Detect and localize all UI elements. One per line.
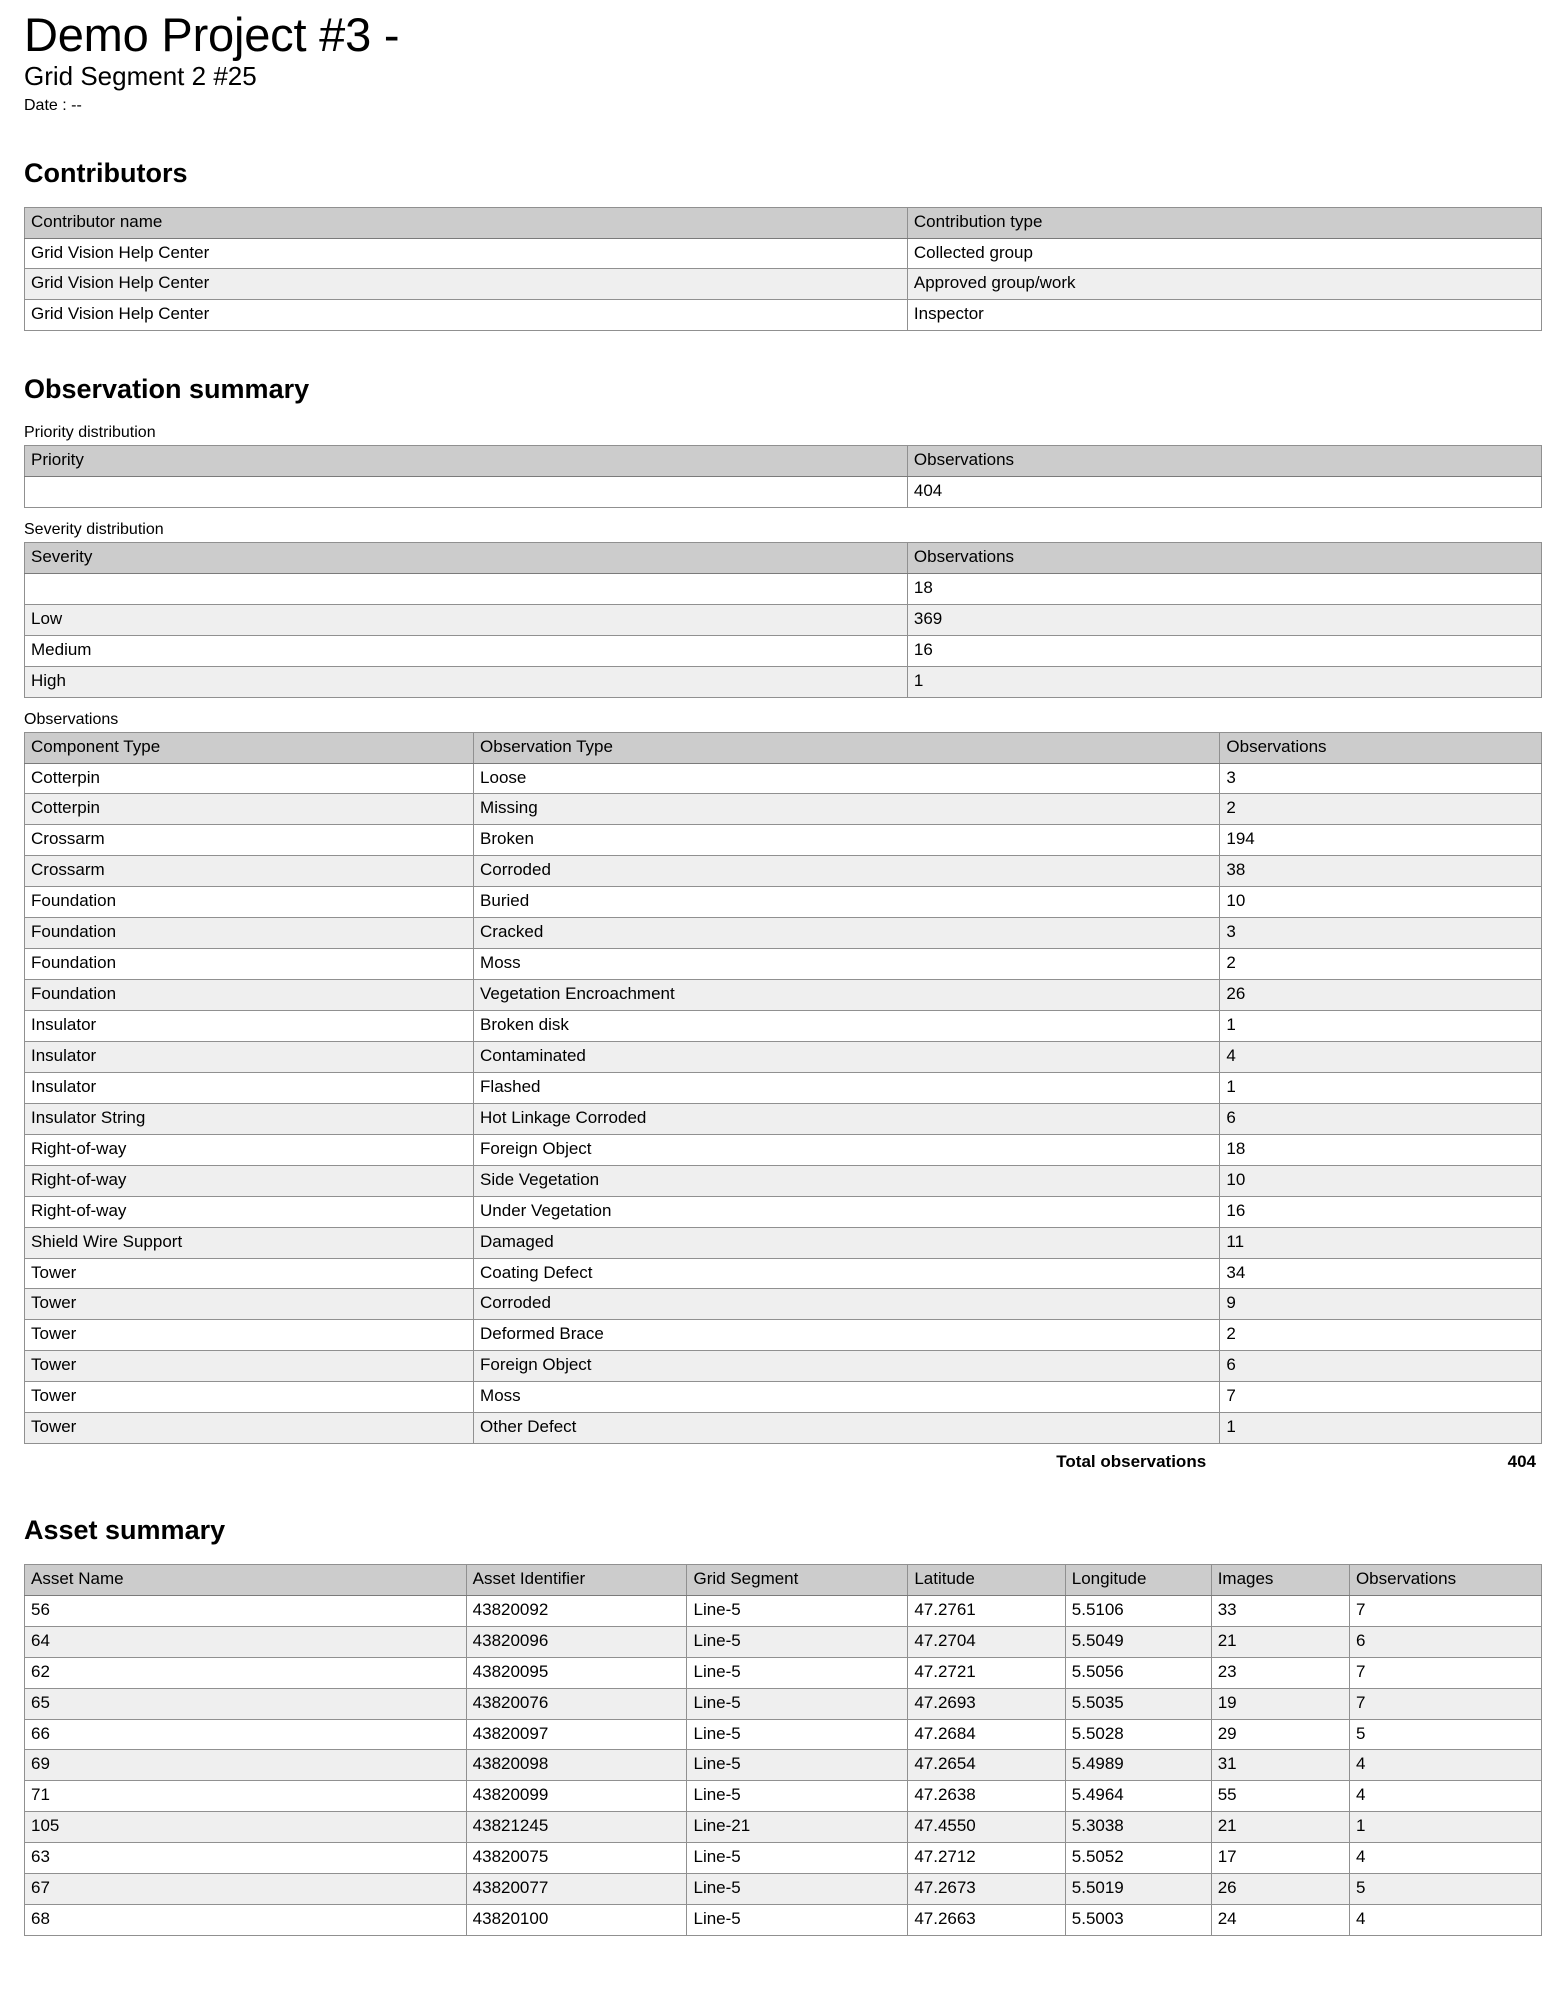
cell-component-type: Tower xyxy=(25,1413,474,1444)
table-row xyxy=(25,794,1542,825)
cell-asset-identifier: 43820096 xyxy=(466,1626,687,1657)
cell-longitude: 5.5049 xyxy=(1065,1626,1211,1657)
cell-observation-type: Foreign Object xyxy=(474,1351,1220,1382)
report-header xyxy=(24,10,1542,115)
cell-component-type: Foundation xyxy=(25,887,474,918)
page-subtitle: Grid Segment 2 #25 xyxy=(24,60,257,91)
cell-observations: 5 xyxy=(1349,1719,1541,1750)
cell-longitude: 5.5028 xyxy=(1065,1719,1211,1750)
cell-grid-segment: Line-5 xyxy=(687,1626,908,1657)
cell-contribution-type: Approved group/work xyxy=(907,269,1541,300)
cell-component-type: Foundation xyxy=(25,949,474,980)
cell-observation-type: Corroded xyxy=(474,1289,1220,1320)
cell-longitude: 5.5003 xyxy=(1065,1905,1211,1936)
caption-priority-distribution: Priority distribution xyxy=(24,424,156,442)
cell-component-type: Foundation xyxy=(25,918,474,949)
cell-asset-name: 67 xyxy=(25,1874,467,1905)
table-row xyxy=(25,1134,1542,1165)
column-header-severity: Severity xyxy=(25,542,908,573)
table-header-row xyxy=(25,732,1542,763)
cell-component-type: Insulator xyxy=(25,1041,474,1072)
contributors-table xyxy=(24,207,1542,332)
table-row xyxy=(25,1196,1542,1227)
priority-distribution-table xyxy=(24,445,1542,508)
cell-asset-name: 64 xyxy=(25,1626,467,1657)
cell-observations: 10 xyxy=(1220,1165,1542,1196)
cell-observation-type: Other Defect xyxy=(474,1413,1220,1444)
caption-observations: Observations xyxy=(24,710,119,728)
severity-distribution-table xyxy=(24,542,1542,698)
table-row xyxy=(25,1103,1542,1134)
cell-observations: 2 xyxy=(1220,949,1542,980)
cell-longitude: 5.5106 xyxy=(1065,1595,1211,1626)
cell-observation-type: Corroded xyxy=(474,856,1220,887)
cell-observations: 194 xyxy=(1220,825,1542,856)
table-row xyxy=(25,1595,1542,1626)
table-header-row xyxy=(25,446,1542,477)
observations-total-row xyxy=(24,1452,1542,1472)
table-row xyxy=(25,238,1542,269)
cell-observations: 1 xyxy=(907,666,1541,697)
cell-asset-identifier: 43820099 xyxy=(466,1781,687,1812)
cell-component-type: Right-of-way xyxy=(25,1134,474,1165)
table-row xyxy=(25,300,1542,331)
table-row xyxy=(25,1750,1542,1781)
asset-summary-section xyxy=(24,1516,1542,1936)
page-title: Demo Project #3 - xyxy=(24,8,400,61)
cell-observations: 404 xyxy=(907,476,1541,507)
total-observations-label: Total observations xyxy=(1056,1452,1207,1472)
cell-observation-type: Loose xyxy=(474,763,1220,794)
cell-observation-type: Damaged xyxy=(474,1227,1220,1258)
column-header-component-type: Component Type xyxy=(25,732,474,763)
table-row xyxy=(25,1227,1542,1258)
table-row xyxy=(25,1041,1542,1072)
cell-latitude: 47.4550 xyxy=(908,1812,1065,1843)
table-row xyxy=(25,476,1542,507)
table-row xyxy=(25,1843,1542,1874)
cell-observation-type: Coating Defect xyxy=(474,1258,1220,1289)
cell-observations: 7 xyxy=(1349,1688,1541,1719)
cell-observations: 38 xyxy=(1220,856,1542,887)
cell-observations: 6 xyxy=(1220,1103,1542,1134)
table-row xyxy=(25,1320,1542,1351)
cell-asset-identifier: 43820095 xyxy=(466,1657,687,1688)
table-row xyxy=(25,887,1542,918)
cell-longitude: 5.4989 xyxy=(1065,1750,1211,1781)
cell-observations: 1 xyxy=(1220,1011,1542,1042)
cell-asset-identifier: 43820092 xyxy=(466,1595,687,1626)
cell-component-type: Tower xyxy=(25,1289,474,1320)
column-header-asset-identifier: Asset Identifier xyxy=(466,1564,687,1595)
cell-images: 21 xyxy=(1211,1812,1349,1843)
cell-observations: 6 xyxy=(1349,1626,1541,1657)
cell-latitude: 47.2684 xyxy=(908,1719,1065,1750)
cell-component-type: Shield Wire Support xyxy=(25,1227,474,1258)
cell-asset-identifier: 43820097 xyxy=(466,1719,687,1750)
cell-observations: 16 xyxy=(1220,1196,1542,1227)
cell-component-type: Crossarm xyxy=(25,856,474,887)
cell-observations: 26 xyxy=(1220,980,1542,1011)
cell-grid-segment: Line-5 xyxy=(687,1688,908,1719)
table-row xyxy=(25,1011,1542,1042)
cell-observation-type: Deformed Brace xyxy=(474,1320,1220,1351)
cell-observations: 3 xyxy=(1220,918,1542,949)
column-header-contribution-type: Contribution type xyxy=(907,207,1541,238)
cell-observations: 4 xyxy=(1349,1843,1541,1874)
table-row xyxy=(25,1781,1542,1812)
section-heading-asset-summary: Asset summary xyxy=(24,1515,226,1546)
table-row xyxy=(25,1382,1542,1413)
cell-observation-type: Broken disk xyxy=(474,1011,1220,1042)
cell-grid-segment: Line-5 xyxy=(687,1595,908,1626)
cell-component-type: Right-of-way xyxy=(25,1196,474,1227)
cell-observations: 18 xyxy=(907,573,1541,604)
cell-grid-segment: Line-5 xyxy=(687,1905,908,1936)
table-header-row xyxy=(25,542,1542,573)
cell-asset-name: 66 xyxy=(25,1719,467,1750)
table-row xyxy=(25,856,1542,887)
cell-component-type: Insulator xyxy=(25,1011,474,1042)
cell-asset-name: 56 xyxy=(25,1595,467,1626)
cell-asset-name: 62 xyxy=(25,1657,467,1688)
table-row xyxy=(25,635,1542,666)
column-header-contributor-name: Contributor name xyxy=(25,207,908,238)
cell-observations: 6 xyxy=(1220,1351,1542,1382)
cell-observation-type: Hot Linkage Corroded xyxy=(474,1103,1220,1134)
table-row xyxy=(25,949,1542,980)
table-row xyxy=(25,1812,1542,1843)
cell-observations: 2 xyxy=(1220,1320,1542,1351)
cell-longitude: 5.5019 xyxy=(1065,1874,1211,1905)
cell-component-type: Cotterpin xyxy=(25,763,474,794)
cell-observations: 1 xyxy=(1220,1413,1542,1444)
table-row xyxy=(25,825,1542,856)
table-row xyxy=(25,1165,1542,1196)
table-header-row xyxy=(25,1564,1542,1595)
cell-latitude: 47.2721 xyxy=(908,1657,1065,1688)
column-header-images: Images xyxy=(1211,1564,1349,1595)
cell-observations: 34 xyxy=(1220,1258,1542,1289)
cell-observations: 10 xyxy=(1220,887,1542,918)
column-header-observations: Observations xyxy=(907,542,1541,573)
cell-severity: Low xyxy=(25,604,908,635)
cell-observations: 9 xyxy=(1220,1289,1542,1320)
table-row xyxy=(25,1072,1542,1103)
table-row xyxy=(25,1688,1542,1719)
cell-grid-segment: Line-5 xyxy=(687,1719,908,1750)
cell-grid-segment: Line-21 xyxy=(687,1812,908,1843)
cell-asset-identifier: 43820100 xyxy=(466,1905,687,1936)
cell-contributor-name: Grid Vision Help Center xyxy=(25,238,908,269)
cell-observation-type: Missing xyxy=(474,794,1220,825)
cell-component-type: Tower xyxy=(25,1382,474,1413)
cell-latitude: 47.2673 xyxy=(908,1874,1065,1905)
cell-latitude: 47.2638 xyxy=(908,1781,1065,1812)
cell-latitude: 47.2761 xyxy=(908,1595,1065,1626)
cell-grid-segment: Line-5 xyxy=(687,1781,908,1812)
column-header-observations: Observations xyxy=(1349,1564,1541,1595)
cell-component-type: Tower xyxy=(25,1258,474,1289)
cell-images: 21 xyxy=(1211,1626,1349,1657)
column-header-observation-type: Observation Type xyxy=(474,732,1220,763)
column-header-latitude: Latitude xyxy=(908,1564,1065,1595)
column-header-asset-name: Asset Name xyxy=(25,1564,467,1595)
table-row xyxy=(25,666,1542,697)
cell-asset-name: 105 xyxy=(25,1812,467,1843)
cell-severity: High xyxy=(25,666,908,697)
cell-images: 17 xyxy=(1211,1843,1349,1874)
column-header-observations: Observations xyxy=(907,446,1541,477)
cell-longitude: 5.5035 xyxy=(1065,1688,1211,1719)
table-row xyxy=(25,1657,1542,1688)
table-row xyxy=(25,1289,1542,1320)
cell-grid-segment: Line-5 xyxy=(687,1750,908,1781)
cell-asset-identifier: 43820098 xyxy=(466,1750,687,1781)
table-row xyxy=(25,1626,1542,1657)
cell-images: 24 xyxy=(1211,1905,1349,1936)
cell-component-type: Tower xyxy=(25,1351,474,1382)
section-heading-observation-summary: Observation summary xyxy=(24,374,310,405)
cell-observation-type: Cracked xyxy=(474,918,1220,949)
table-row xyxy=(25,1874,1542,1905)
cell-latitude: 47.2712 xyxy=(908,1843,1065,1874)
table-row xyxy=(25,1351,1542,1382)
cell-observation-type: Vegetation Encroachment xyxy=(474,980,1220,1011)
cell-images: 31 xyxy=(1211,1750,1349,1781)
cell-images: 23 xyxy=(1211,1657,1349,1688)
cell-observations: 369 xyxy=(907,604,1541,635)
cell-observations: 7 xyxy=(1349,1595,1541,1626)
cell-severity: Medium xyxy=(25,635,908,666)
cell-observation-type: Flashed xyxy=(474,1072,1220,1103)
cell-latitude: 47.2693 xyxy=(908,1688,1065,1719)
cell-observations: 4 xyxy=(1349,1781,1541,1812)
table-row xyxy=(25,1413,1542,1444)
cell-observation-type: Broken xyxy=(474,825,1220,856)
cell-observations: 4 xyxy=(1349,1750,1541,1781)
cell-longitude: 5.5052 xyxy=(1065,1843,1211,1874)
observations-table xyxy=(24,732,1542,1445)
table-row xyxy=(25,1258,1542,1289)
cell-images: 26 xyxy=(1211,1874,1349,1905)
cell-latitude: 47.2663 xyxy=(908,1905,1065,1936)
cell-component-type: Right-of-way xyxy=(25,1165,474,1196)
cell-component-type: Cotterpin xyxy=(25,794,474,825)
asset-summary-table xyxy=(24,1564,1542,1936)
cell-observations: 11 xyxy=(1220,1227,1542,1258)
cell-observations: 5 xyxy=(1349,1874,1541,1905)
cell-longitude: 5.5056 xyxy=(1065,1657,1211,1688)
table-header-row xyxy=(25,207,1542,238)
table-row xyxy=(25,269,1542,300)
cell-asset-name: 68 xyxy=(25,1905,467,1936)
cell-component-type: Foundation xyxy=(25,980,474,1011)
cell-images: 19 xyxy=(1211,1688,1349,1719)
cell-asset-name: 65 xyxy=(25,1688,467,1719)
cell-observation-type: Buried xyxy=(474,887,1220,918)
cell-asset-identifier: 43821245 xyxy=(466,1812,687,1843)
cell-latitude: 47.2654 xyxy=(908,1750,1065,1781)
cell-contributor-name: Grid Vision Help Center xyxy=(25,300,908,331)
cell-grid-segment: Line-5 xyxy=(687,1657,908,1688)
cell-longitude: 5.4964 xyxy=(1065,1781,1211,1812)
cell-observation-type: Contaminated xyxy=(474,1041,1220,1072)
cell-grid-segment: Line-5 xyxy=(687,1874,908,1905)
cell-observations: 18 xyxy=(1220,1134,1542,1165)
cell-contribution-type: Collected group xyxy=(907,238,1541,269)
cell-contribution-type: Inspector xyxy=(907,300,1541,331)
cell-observations: 2 xyxy=(1220,794,1542,825)
cell-observation-type: Under Vegetation xyxy=(474,1196,1220,1227)
cell-component-type: Crossarm xyxy=(25,825,474,856)
table-row xyxy=(25,1719,1542,1750)
cell-asset-identifier: 43820076 xyxy=(466,1688,687,1719)
cell-priority xyxy=(25,476,908,507)
column-header-grid-segment: Grid Segment xyxy=(687,1564,908,1595)
column-header-priority: Priority xyxy=(25,446,908,477)
cell-observations: 4 xyxy=(1220,1041,1542,1072)
cell-observations: 3 xyxy=(1220,763,1542,794)
cell-observations: 7 xyxy=(1220,1382,1542,1413)
cell-component-type: Insulator xyxy=(25,1072,474,1103)
cell-contributor-name: Grid Vision Help Center xyxy=(25,269,908,300)
cell-component-type: Tower xyxy=(25,1320,474,1351)
cell-observation-type: Moss xyxy=(474,1382,1220,1413)
cell-latitude: 47.2704 xyxy=(908,1626,1065,1657)
table-row xyxy=(25,980,1542,1011)
column-header-observations: Observations xyxy=(1220,732,1542,763)
cell-images: 55 xyxy=(1211,1781,1349,1812)
table-row xyxy=(25,1905,1542,1936)
table-row xyxy=(25,918,1542,949)
cell-observations: 16 xyxy=(907,635,1541,666)
section-heading-contributors: Contributors xyxy=(24,157,188,188)
total-observations-value: 404 xyxy=(1507,1452,1536,1472)
table-row xyxy=(25,573,1542,604)
cell-asset-identifier: 43820077 xyxy=(466,1874,687,1905)
table-row xyxy=(25,763,1542,794)
report-date: Date : -- xyxy=(24,96,82,114)
cell-observations: 7 xyxy=(1349,1657,1541,1688)
caption-severity-distribution: Severity distribution xyxy=(24,520,164,538)
cell-images: 33 xyxy=(1211,1595,1349,1626)
cell-grid-segment: Line-5 xyxy=(687,1843,908,1874)
cell-observation-type: Side Vegetation xyxy=(474,1165,1220,1196)
cell-longitude: 5.3038 xyxy=(1065,1812,1211,1843)
cell-observations: 4 xyxy=(1349,1905,1541,1936)
table-row xyxy=(25,604,1542,635)
column-header-longitude: Longitude xyxy=(1065,1564,1211,1595)
cell-images: 29 xyxy=(1211,1719,1349,1750)
cell-component-type: Insulator String xyxy=(25,1103,474,1134)
cell-asset-name: 71 xyxy=(25,1781,467,1812)
cell-observations: 1 xyxy=(1349,1812,1541,1843)
cell-asset-name: 69 xyxy=(25,1750,467,1781)
cell-asset-name: 63 xyxy=(25,1843,467,1874)
cell-asset-identifier: 43820075 xyxy=(466,1843,687,1874)
cell-observation-type: Moss xyxy=(474,949,1220,980)
cell-observations: 1 xyxy=(1220,1072,1542,1103)
cell-severity xyxy=(25,573,908,604)
cell-observation-type: Foreign Object xyxy=(474,1134,1220,1165)
